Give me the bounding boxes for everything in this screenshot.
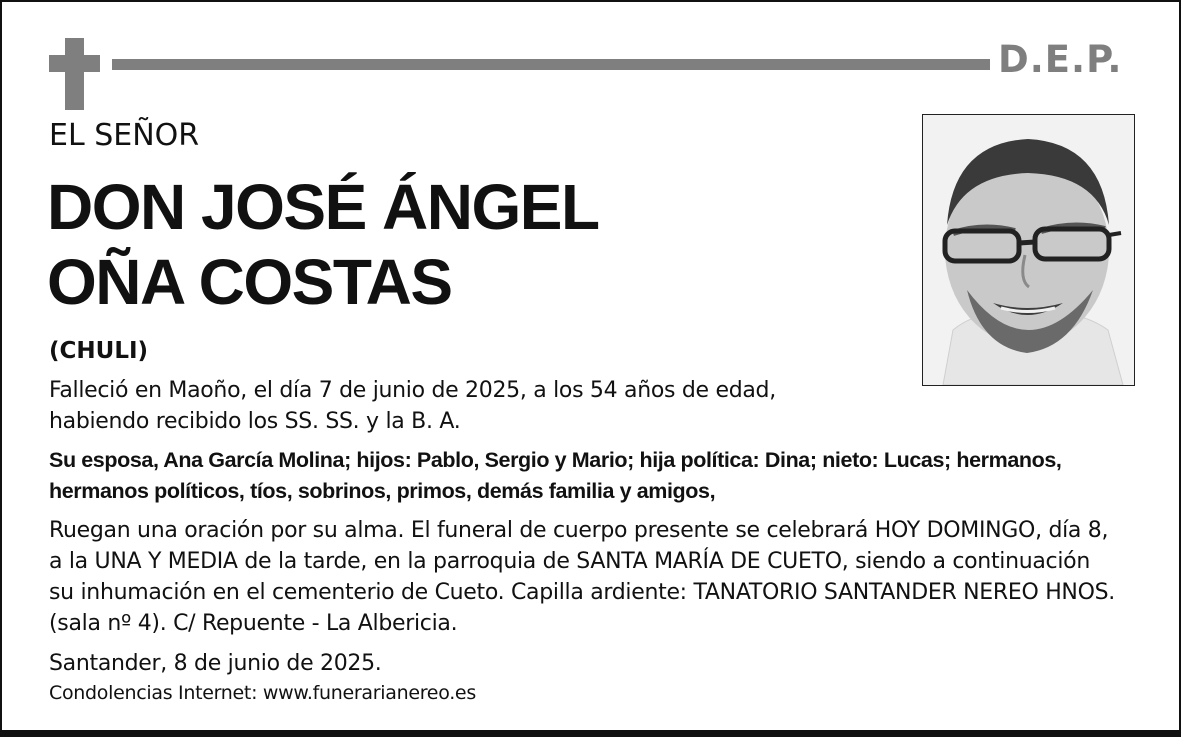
header-rule bbox=[112, 59, 990, 70]
family-line-1: Su esposa, Ana García Molina; hijos: Pablo, Sergio y Mario; hija política: Dina; nieto: Lucas; hermanos, bbox=[49, 448, 1062, 472]
death-line-2: habiendo recibido los SS. SS. y la B. A. bbox=[49, 409, 461, 434]
death-line-1: Falleció en Maoño, el día 7 de junio de 2025, a los 54 años de edad, bbox=[49, 378, 776, 403]
place-date: Santander, 8 de junio de 2025. bbox=[49, 651, 382, 676]
family-list bbox=[49, 445, 1159, 507]
name-line-1: DON JOSÉ ÁNGEL bbox=[47, 171, 599, 243]
portrait-photo bbox=[922, 114, 1135, 386]
funeral-info bbox=[49, 515, 1159, 639]
dep-label: D.E.P. bbox=[998, 38, 1123, 81]
honorific: EL SEÑOR bbox=[49, 118, 200, 153]
name-line-2: OÑA COSTAS bbox=[47, 246, 452, 318]
condolences-link: Condolencias Internet: www.funerarianereo.es bbox=[49, 682, 476, 704]
family-line-2: hermanos políticos, tíos, sobrinos, primos, demás familia y amigos, bbox=[49, 479, 716, 503]
funeral-line-1: Ruegan una oración por su alma. El funeral de cuerpo presente se celebrará HOY DOMINGO, día 8, bbox=[49, 518, 1109, 543]
death-notice bbox=[49, 375, 869, 437]
deceased-name bbox=[47, 170, 599, 320]
portrait-illustration bbox=[923, 115, 1134, 385]
nickname: (CHULI) bbox=[49, 338, 149, 364]
funeral-line-2: a la UNA Y MEDIA de la tarde, en la parroquia de SANTA MARÍA DE CUETO, siendo a continuación bbox=[49, 549, 1090, 574]
funeral-line-4: (sala nº 4). C/ Repuente - La Albericia. bbox=[49, 611, 458, 636]
funeral-line-3: su inhumación en el cementerio de Cueto. Capilla ardiente: TANATORIO SANTANDER NEREO HNOS. bbox=[49, 580, 1115, 605]
